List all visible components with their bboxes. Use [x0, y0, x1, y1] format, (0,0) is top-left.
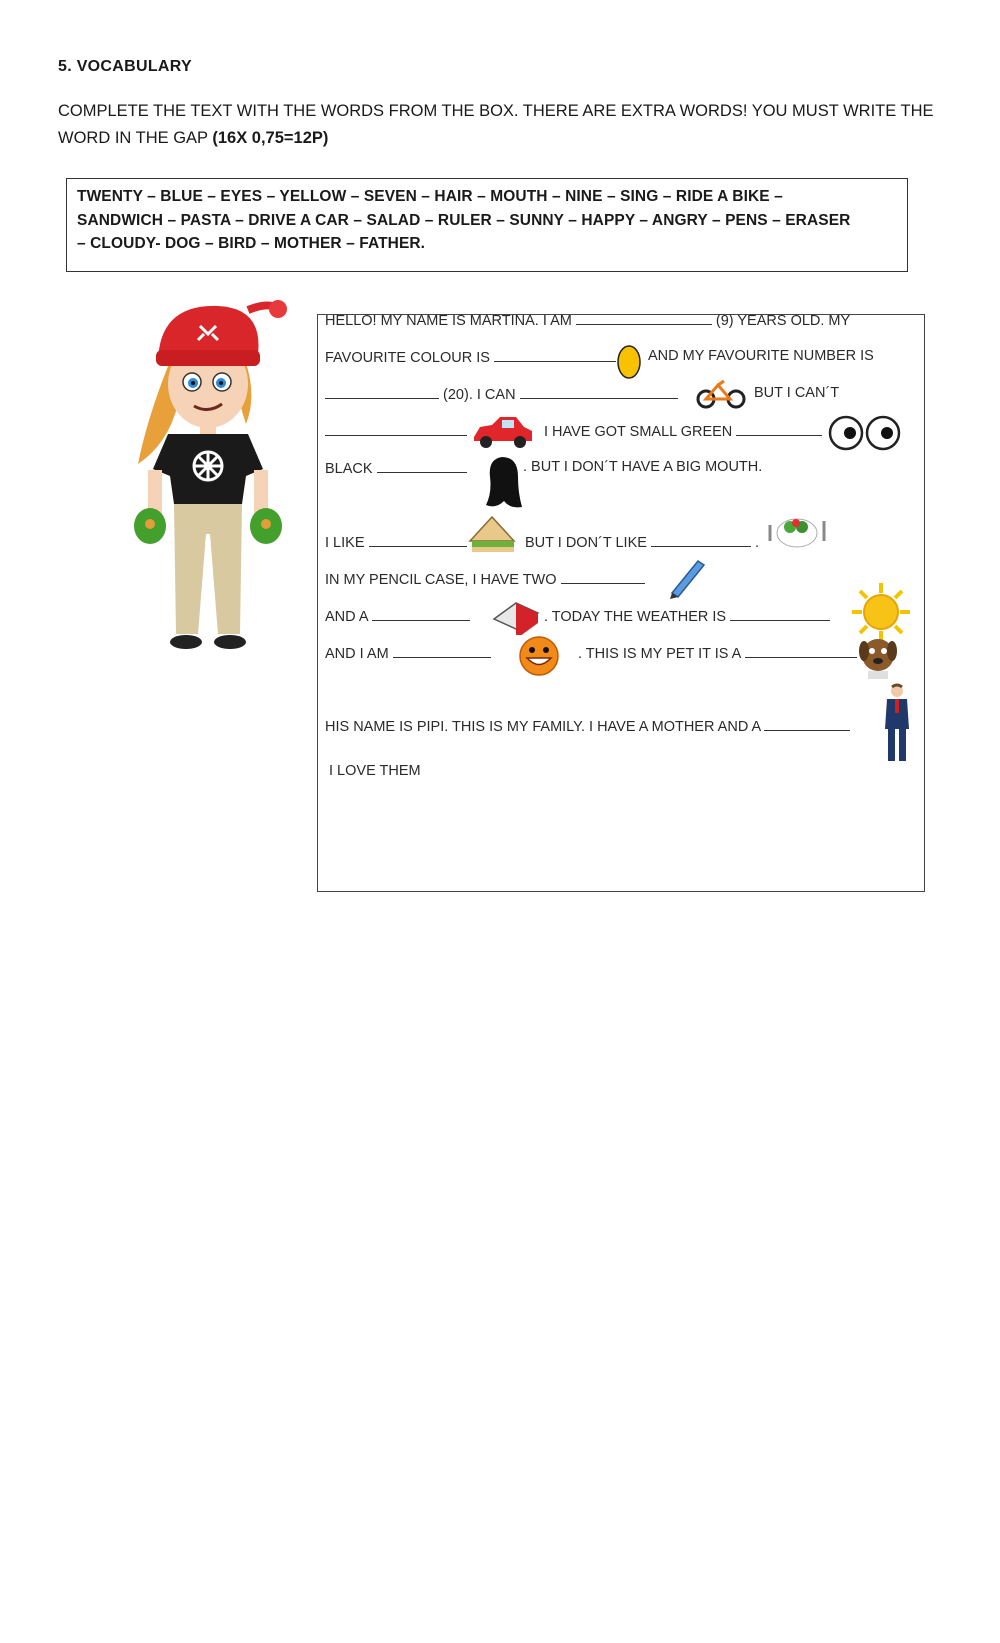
score-note: (16X 0,75=12P): [212, 129, 329, 147]
text-line: AND I AM: [325, 646, 389, 662]
word-bank-box: [66, 178, 908, 272]
answer-gap[interactable]: [730, 607, 830, 621]
text-line: HELLO! MY NAME IS MARTINA. I AM: [325, 313, 572, 329]
word-bank-line: – CLOUDY- DOG – BIRD – MOTHER – FATHER.: [77, 235, 426, 252]
text-line: . TODAY THE WEATHER IS: [544, 609, 727, 625]
answer-gap[interactable]: [372, 607, 470, 621]
dog-icon: [856, 631, 900, 683]
text-line: IN MY PENCIL CASE, I HAVE TWO: [325, 572, 557, 588]
answer-gap[interactable]: [520, 385, 678, 399]
text-line: .: [755, 535, 760, 551]
answer-gap[interactable]: [576, 311, 712, 325]
text-line: AND A: [325, 609, 368, 625]
text-line: BUT I CAN´T: [754, 385, 840, 401]
answer-gap[interactable]: [369, 533, 467, 547]
answer-gap[interactable]: [745, 644, 857, 658]
text-line: AND MY FAVOURITE NUMBER IS: [648, 348, 874, 364]
text-line: FAVOURITE COLOUR IS: [325, 350, 490, 366]
fill-in-text-box: [317, 314, 925, 892]
father-man-icon: [882, 683, 912, 765]
instructions: [58, 98, 938, 152]
word-bank-line: SANDWICH – PASTA – DRIVE A CAR – SALAD – RULER – SUNNY – HAPPY – ANGRY – PENS – ERASER: [77, 211, 851, 229]
eyes-icon: [828, 413, 904, 453]
text-line: (9) YEARS OLD. MY: [715, 313, 851, 329]
red-car-icon: [470, 413, 534, 449]
text-line: I LOVE THEM: [329, 763, 421, 779]
bicycle-icon: [696, 377, 746, 409]
salad-icon: [764, 509, 830, 553]
answer-gap[interactable]: [736, 422, 822, 436]
word-bank-line: TWENTY – BLUE – EYES – YELLOW – SEVEN – HAIR – MOUTH – NINE – SING – RIDE A BIKE –: [77, 188, 783, 205]
text-line: I LIKE: [325, 535, 365, 551]
instructions-text: COMPLETE THE TEXT WITH THE WORDS FROM THE BOX. THERE ARE EXTRA WORDS! YOU MUST WRITE THE WORD IN THE GAP: [58, 102, 934, 147]
text-line: I HAVE GOT SMALL GREEN: [544, 424, 733, 440]
text-line: HIS NAME IS PIPI. THIS IS MY FAMILY. I HAVE A MOTHER AND A: [325, 719, 761, 735]
happy-face-icon: [518, 635, 560, 677]
girl-illustration: [128, 294, 288, 674]
answer-gap[interactable]: [494, 348, 616, 362]
black-hair-icon: [482, 455, 524, 511]
section-title: 5. VOCABULARY: [58, 58, 192, 75]
answer-gap[interactable]: [764, 717, 850, 731]
pen-icon: [666, 555, 706, 599]
yellow-oval-icon: [616, 343, 642, 381]
text-line: (20). I CAN: [443, 387, 516, 403]
answer-gap[interactable]: [651, 533, 751, 547]
text-line: BLACK: [325, 461, 373, 477]
answer-gap[interactable]: [325, 385, 439, 399]
eraser-icon: [490, 595, 542, 635]
text-line: . BUT I DON´T HAVE A BIG MOUTH.: [523, 459, 763, 475]
text-line: BUT I DON´T LIKE: [525, 535, 647, 551]
answer-gap[interactable]: [561, 570, 645, 584]
text-line: . THIS IS MY PET IT IS A: [578, 646, 741, 662]
answer-gap[interactable]: [325, 422, 467, 436]
answer-gap[interactable]: [377, 459, 467, 473]
answer-gap[interactable]: [393, 644, 491, 658]
sandwich-icon: [466, 511, 518, 555]
